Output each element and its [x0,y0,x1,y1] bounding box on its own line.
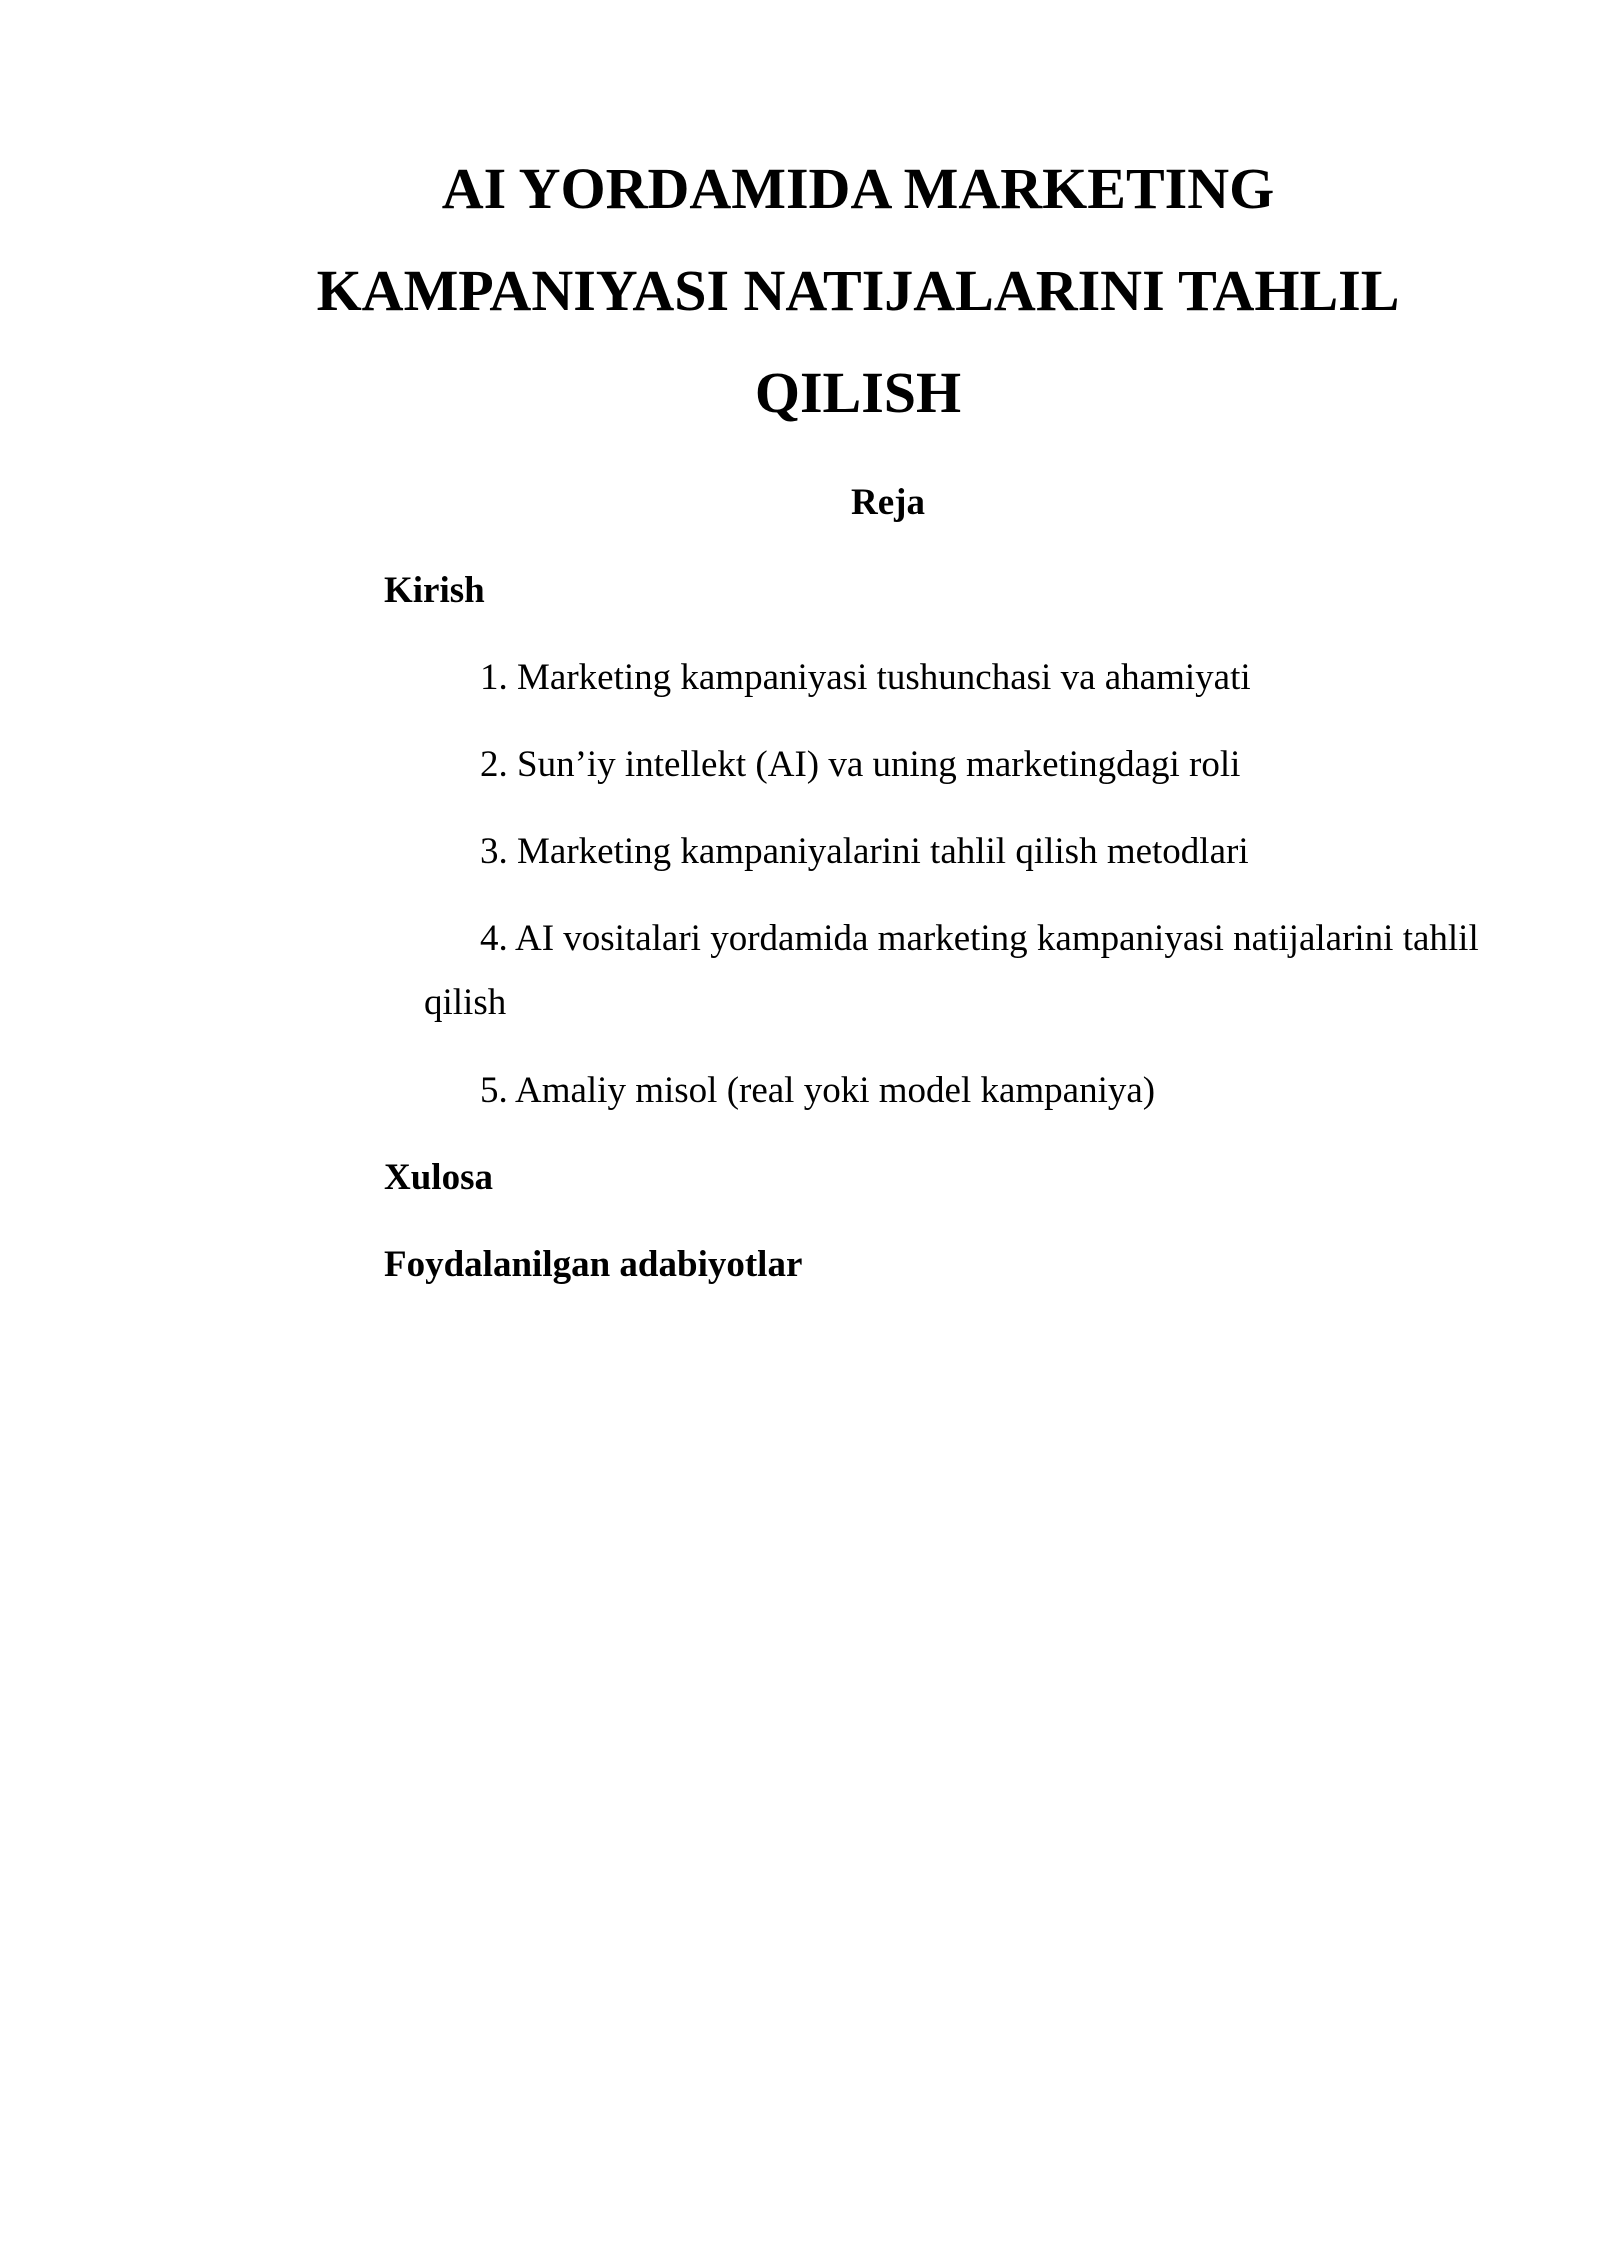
plan-item-1 [480,653,1251,703]
document-title-line-3: QILISH [754,360,962,425]
plan-item-5 [480,1066,1155,1116]
plan-heading: Reja [851,482,925,523]
conclusion-heading: Xulosa [384,1157,493,1198]
intro-heading: Kirish [384,570,485,611]
plan-item-number: 2. [480,744,508,785]
plan-item-2 [480,740,1240,790]
plan-item-text: Sun’iy intellekt (AI) va uning marketingdagi roli [517,744,1241,785]
plan-item-3 [480,827,1249,877]
plan-item-text: AI vositalari yordamida marketing kampaniyasi natijalarini tahlil [514,918,1479,959]
plan-item-number: 3. [480,831,508,872]
plan-item-number: 4. [480,918,508,959]
plan-item-text: Marketing kampaniyasi tushunchasi va ahamiyati [517,657,1251,698]
plan-item-text: Marketing kampaniyalarini tahlil qilish metodlari [517,831,1249,872]
plan-item-text: Amaliy misol (real yoki model kampaniya) [514,1070,1156,1111]
document-title-line-2: KAMPANIYASI NATIJALARINI TAHLIL [316,258,1400,323]
references-heading: Foydalanilgan adabiyotlar [384,1244,803,1285]
plan-item-number: 5. [480,1070,508,1111]
plan-item-number: 1. [480,657,508,698]
plan-item-4-continuation: qilish [424,982,507,1023]
plan-item-4 [480,914,1479,964]
document-title-line-1: AI YORDAMIDA MARKETING [441,156,1275,221]
